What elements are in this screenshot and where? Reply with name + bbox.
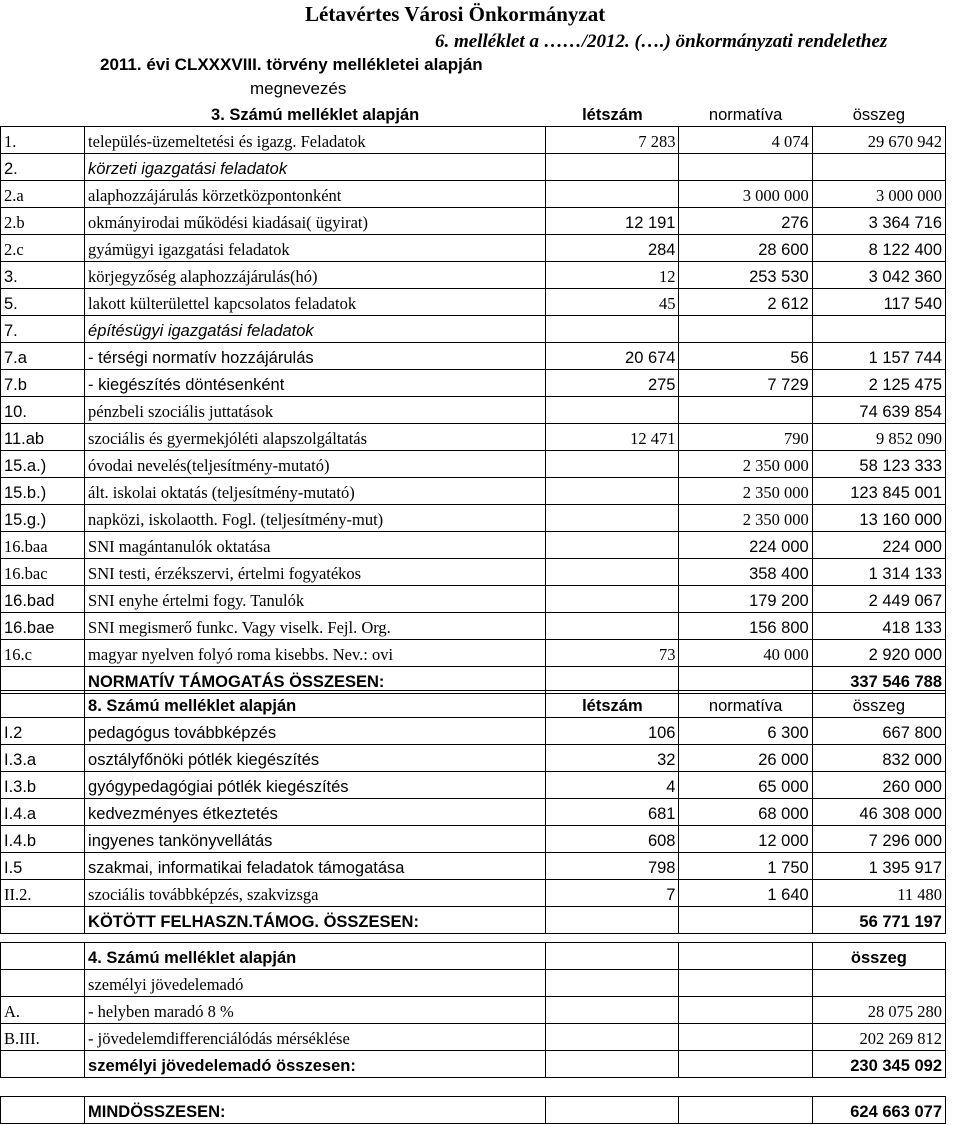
row-count: 12 471 (546, 424, 679, 451)
row-norm (679, 316, 812, 343)
row-sum: 46 308 000 (812, 799, 945, 826)
row-sum: 3 000 000 (812, 181, 945, 208)
row-sum: 1 395 917 (812, 853, 945, 880)
table-row (1, 772, 946, 799)
row-count: 106 (546, 718, 679, 745)
table-row (1, 1024, 946, 1051)
row-code: 7.b (1, 370, 85, 397)
col-sum-header: összeg (812, 691, 945, 718)
row-name: SNI enyhe értelmi fogy. Tanulók (85, 586, 546, 613)
row-code: 11.ab (1, 424, 85, 451)
row-sum: 74 639 854 (812, 397, 945, 424)
row-norm: 2 350 000 (679, 451, 812, 478)
section1-total-label: NORMATÍV TÁMOGATÁS ÖSSZESEN: (85, 667, 546, 694)
table-row (1, 640, 946, 667)
table-row (1, 181, 946, 208)
header-label: megnevezés (250, 79, 347, 98)
section3-total: 230 345 092 (812, 1051, 945, 1078)
table-row (1, 532, 946, 559)
row-name: lakott külterülettel kapcsolatos feladatok (85, 289, 546, 316)
total-row (1, 907, 946, 934)
row-name: - jövedelemdifferenciálódás mérséklése (85, 1024, 546, 1051)
row-count (546, 505, 679, 532)
row-code: I.5 (1, 853, 85, 880)
grand-total: 624 663 077 (812, 1097, 945, 1124)
row-count: 12 191 (546, 208, 679, 235)
row-count: 45 (546, 289, 679, 316)
row-name: körzeti igazgatási feladatok (85, 154, 546, 181)
row-name: ingyenes tankönyvellátás (85, 826, 546, 853)
row-sum: 29 670 942 (812, 127, 945, 154)
section2-table (0, 690, 946, 934)
row-sum: 260 000 (812, 772, 945, 799)
row-count: 608 (546, 826, 679, 853)
section1-table (0, 100, 946, 694)
grand-total-row (1, 1097, 946, 1124)
row-count (546, 154, 679, 181)
col-count-header: létszám (546, 100, 679, 127)
section3-total-label: személyi jövedelemadó összesen: (85, 1051, 546, 1078)
row-count (546, 586, 679, 613)
table-row (1, 289, 946, 316)
table-row (1, 970, 946, 997)
row-count: 7 (546, 880, 679, 907)
row-norm: 28 600 (679, 235, 812, 262)
row-count (546, 451, 679, 478)
table-row (1, 997, 946, 1024)
row-name: SNI testi, érzékszervi, értelmi fogyatékos (85, 559, 546, 586)
table-row (1, 880, 946, 907)
row-code: I.4.a (1, 799, 85, 826)
row-count (546, 559, 679, 586)
row-name: szakmai, informatikai feladatok támogatása (85, 853, 546, 880)
row-sum: 28 075 280 (812, 997, 945, 1024)
section2-total: 56 771 197 (812, 907, 945, 934)
row-norm: 12 000 (679, 826, 812, 853)
row-code: 16.bad (1, 586, 85, 613)
col-sum-header: összeg (812, 943, 945, 970)
row-sum: 667 800 (812, 718, 945, 745)
row-norm: 2 350 000 (679, 505, 812, 532)
table-row (1, 451, 946, 478)
row-code: 3. (1, 262, 85, 289)
row-code: 1. (1, 127, 85, 154)
table-row (1, 853, 946, 880)
table-row (1, 370, 946, 397)
row-code: I.4.b (1, 826, 85, 853)
row-norm: 3 000 000 (679, 181, 812, 208)
row-sum: 3 364 716 (812, 208, 945, 235)
row-code: 10. (1, 397, 85, 424)
row-name: kedvezményes étkeztetés (85, 799, 546, 826)
table-row (1, 799, 946, 826)
row-count (546, 613, 679, 640)
row-code: 15.b.) (1, 478, 85, 505)
row-count: 4 (546, 772, 679, 799)
row-sum: 123 845 001 (812, 478, 945, 505)
section2-header (1, 691, 946, 718)
row-sum: 224 000 (812, 532, 945, 559)
row-norm: 179 200 (679, 586, 812, 613)
row-sum: 2 125 475 (812, 370, 945, 397)
table-row (1, 559, 946, 586)
table-row (1, 745, 946, 772)
row-sum (812, 316, 945, 343)
row-name: okmányirodai működési kiadásai( ügyirat) (85, 208, 546, 235)
section2-title: 8. Számú melléklet alapján (85, 691, 546, 718)
row-sum (812, 154, 945, 181)
section1-title: 3. Számú melléklet alapján (85, 100, 546, 127)
row-count: 7 283 (546, 127, 679, 154)
page-subtitle: 6. melléklet a ……/2012. (….) önkormányzati rendelethez (435, 31, 888, 52)
total-row (1, 1051, 946, 1078)
table-row (1, 586, 946, 613)
row-count (546, 397, 679, 424)
row-code: 2.a (1, 181, 85, 208)
grand-total-label: MINDÖSSZESEN: (85, 1097, 546, 1124)
row-norm (679, 397, 812, 424)
section2-total-label: KÖTÖTT FELHASZN.TÁMOG. ÖSSZESEN: (85, 907, 546, 934)
row-code: 7.a (1, 343, 85, 370)
row-code: 5. (1, 289, 85, 316)
row-code: 16.bac (1, 559, 85, 586)
row-name: gyámügyi igazgatási feladatok (85, 235, 546, 262)
row-name: napközi, iskolaotth. Fogl. (teljesítmény-mut) (85, 505, 546, 532)
row-name: alaphozzájárulás körzetközpontonként (85, 181, 546, 208)
table-row (1, 154, 946, 181)
section3-table (0, 942, 946, 1078)
row-name: szociális és gyermekjóléti alapszolgáltatás (85, 424, 546, 451)
section3-subtitle: személyi jövedelemadó (85, 970, 546, 997)
row-count (546, 532, 679, 559)
col-sum-header: összeg (812, 100, 945, 127)
table-row (1, 397, 946, 424)
row-code: 16.bae (1, 613, 85, 640)
row-norm: 4 074 (679, 127, 812, 154)
row-count: 73 (546, 640, 679, 667)
table-row (1, 235, 946, 262)
row-sum: 202 269 812 (812, 1024, 945, 1051)
row-name: - kiegészítés döntésenként (85, 370, 546, 397)
row-norm: 224 000 (679, 532, 812, 559)
row-count: 681 (546, 799, 679, 826)
row-name: óvodai nevelés(teljesítmény-mutató) (85, 451, 546, 478)
row-sum: 832 000 (812, 745, 945, 772)
grand-total-table (0, 1096, 946, 1124)
row-name: gyógypedagógiai pótlék kiegészítés (85, 772, 546, 799)
row-sum: 9 852 090 (812, 424, 945, 451)
table-row (1, 316, 946, 343)
table-row (1, 478, 946, 505)
col-norm-header: normatíva (679, 100, 812, 127)
row-code: B.III. (1, 1024, 85, 1051)
row-name: építésügyi igazgatási feladatok (85, 316, 546, 343)
row-count: 12 (546, 262, 679, 289)
row-norm: 65 000 (679, 772, 812, 799)
row-sum: 2 449 067 (812, 586, 945, 613)
row-sum: 8 122 400 (812, 235, 945, 262)
row-count: 284 (546, 235, 679, 262)
row-sum: 1 314 133 (812, 559, 945, 586)
table-row (1, 826, 946, 853)
row-norm: 7 729 (679, 370, 812, 397)
row-name: - helyben maradó 8 % (85, 997, 546, 1024)
row-name: SNI megismerő funkc. Vagy viselk. Fejl. Org. (85, 613, 546, 640)
col-count-header: létszám (546, 691, 679, 718)
row-sum: 13 160 000 (812, 505, 945, 532)
row-norm: 68 000 (679, 799, 812, 826)
row-norm: 156 800 (679, 613, 812, 640)
row-count: 32 (546, 745, 679, 772)
row-norm: 40 000 (679, 640, 812, 667)
row-norm: 253 530 (679, 262, 812, 289)
row-name: osztályfőnöki pótlék kiegészítés (85, 745, 546, 772)
row-norm: 2 350 000 (679, 478, 812, 505)
row-code: II.2. (1, 880, 85, 907)
row-code: 2.b (1, 208, 85, 235)
row-name: ált. iskolai oktatás (teljesítmény-mutató) (85, 478, 546, 505)
table-row (1, 208, 946, 235)
row-sum: 3 042 360 (812, 262, 945, 289)
row-code: 7. (1, 316, 85, 343)
row-norm: 358 400 (679, 559, 812, 586)
row-code: I.2 (1, 718, 85, 745)
law-reference: 2011. évi CLXXXVIII. törvény mellékletei alapján (100, 55, 483, 74)
row-sum: 7 296 000 (812, 826, 945, 853)
table-row (1, 505, 946, 532)
row-count (546, 478, 679, 505)
row-norm: 1 750 (679, 853, 812, 880)
section1-total: 337 546 788 (812, 667, 945, 694)
row-name: pedagógus továbbképzés (85, 718, 546, 745)
row-norm: 2 612 (679, 289, 812, 316)
row-name: körjegyzőség alaphozzájárulás(hó) (85, 262, 546, 289)
row-name: SNI magántanulók oktatása (85, 532, 546, 559)
row-norm: 26 000 (679, 745, 812, 772)
row-count: 20 674 (546, 343, 679, 370)
section1-header (1, 100, 946, 127)
table-row (1, 424, 946, 451)
page-title: Létavértes Városi Önkormányzat (305, 2, 606, 26)
table-row (1, 718, 946, 745)
section3-title: 4. Számú melléklet alapján (85, 943, 546, 970)
row-name: település-üzemeltetési és igazg. Feladatok (85, 127, 546, 154)
table-row (1, 343, 946, 370)
row-code: 2. (1, 154, 85, 181)
row-norm: 790 (679, 424, 812, 451)
row-code: 2.c (1, 235, 85, 262)
row-norm (679, 154, 812, 181)
row-count: 798 (546, 853, 679, 880)
row-code: 15.a.) (1, 451, 85, 478)
row-code: I.3.a (1, 745, 85, 772)
row-norm: 6 300 (679, 718, 812, 745)
row-code: I.3.b (1, 772, 85, 799)
row-name: magyar nyelven folyó roma kisebbs. Nev.: ovi (85, 640, 546, 667)
row-code: 15.g.) (1, 505, 85, 532)
col-norm-header: normatíva (679, 691, 812, 718)
row-norm: 56 (679, 343, 812, 370)
row-name: szociális továbbképzés, szakvizsga (85, 880, 546, 907)
table-row (1, 127, 946, 154)
section3-header (1, 943, 946, 970)
row-name: - térségi normatív hozzájárulás (85, 343, 546, 370)
table-row (1, 262, 946, 289)
row-code: 16.baa (1, 532, 85, 559)
row-sum: 58 123 333 (812, 451, 945, 478)
row-count: 275 (546, 370, 679, 397)
row-sum: 418 133 (812, 613, 945, 640)
row-sum: 11 480 (812, 880, 945, 907)
row-sum: 1 157 744 (812, 343, 945, 370)
row-sum: 117 540 (812, 289, 945, 316)
table-row (1, 613, 946, 640)
row-code: 16.c (1, 640, 85, 667)
row-sum: 2 920 000 (812, 640, 945, 667)
row-name: pénzbeli szociális juttatások (85, 397, 546, 424)
row-count (546, 316, 679, 343)
row-count (546, 181, 679, 208)
row-norm: 276 (679, 208, 812, 235)
row-norm: 1 640 (679, 880, 812, 907)
row-code: A. (1, 997, 85, 1024)
